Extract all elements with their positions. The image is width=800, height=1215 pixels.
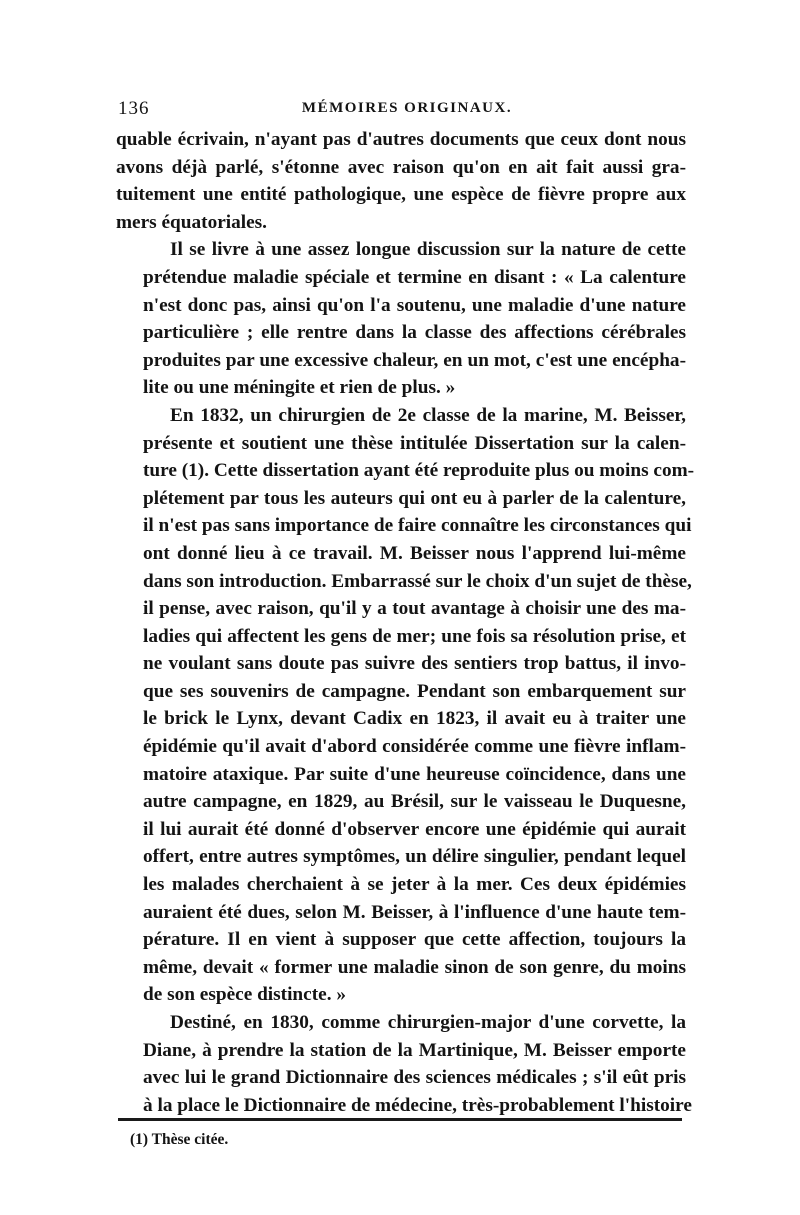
text-line: ont donné lieu à ce travail. M. Beisser nous l'apprend lui-même [143,542,686,564]
paragraph [116,126,686,236]
text-line: pérature. Il en vient à supposer que cette affection, toujours la [143,929,686,951]
text-line: Diane, à prendre la station de la Martinique, M. Beisser emporte [143,1039,686,1061]
paragraph [116,1009,692,1119]
text-line: le brick le Lynx, devant Cadix en 1823, il avait eu à traiter une [143,708,686,730]
text-line: ne voulant sans doute pas suivre des sentiers trop battus, il invo- [143,653,686,675]
text-line: il n'est pas sans importance de faire connaître les circonstances qui [143,515,692,537]
text-line: les malades cherchaient à se jeter à la mer. Ces deux épidémies [143,874,686,896]
text-line: il lui aurait été donné d'observer encore une épidémie qui aurait [143,818,686,840]
text-line: ture (1). Cette dissertation ayant été reproduite plus ou moins com- [143,460,695,482]
text-line: offert, entre autres symptômes, un délire singulier, pendant lequel [143,846,686,868]
text-line: lite ou une méningite et rien de plus. » [143,377,456,399]
text-line: avons déjà parlé, s'étonne avec raison qu'on en ait fait aussi gra- [116,156,686,178]
text-line: il pense, avec raison, qu'il y a tout avantage à choisir une des ma- [143,598,686,620]
text-line: autre campagne, en 1829, au Brésil, sur le vaisseau le Duquesne, [143,791,686,813]
text-line: même, devait « former une maladie sinon de son genre, du moins [143,956,686,978]
footnote-rule [118,1118,682,1121]
text-line: tuitement une entité pathologique, une espèce de fièvre propre aux [116,184,686,206]
body-text [116,126,695,1119]
text-line: matoire ataxique. Par suite d'une heureuse coïncidence, dans une [143,763,686,785]
page-number: 136 [118,98,150,119]
paragraph [116,236,686,402]
text-line: plétement par tous les auteurs qui ont eu à parler de la calenture, [143,487,686,509]
text-line: Destiné, en 1830, comme chirurgien-major d'une corvette, la [170,1012,686,1033]
page-header [118,98,686,124]
text-line: de son espèce distincte. » [143,984,346,1006]
footnote: (1) Thèse citée. [130,1131,229,1148]
text-line: n'est donc pas, ainsi qu'on l'a soutenu, une maladie d'une nature [143,294,686,316]
text-line: avec lui le grand Dictionnaire des sciences médicales ; s'il eût pris [143,1067,686,1089]
text-line: présente et soutient une thèse intitulée Dissertation sur la calen- [143,432,686,454]
text-line: En 1832, un chirurgien de 2e classe de la marine, M. Beisser, [170,404,686,426]
text-line: auraient été dues, selon M. Beisser, à l'influence d'une haute tem- [143,901,686,923]
text-line: épidémie qu'il avait d'abord considérée comme une fièvre inflam- [143,736,686,758]
text-line: que ses souvenirs de campagne. Pendant son embarquement sur [143,680,686,702]
text-line: quable écrivain, n'ayant pas d'autres documents que ceux dont nous [116,129,686,150]
text-line: mers équatoriales. [116,211,268,233]
running-head: MÉMOIRES ORIGINAUX. [301,100,513,116]
text-line: à la place le Dictionnaire de médecine, très-probablement l'histoire [143,1094,692,1116]
paragraph [116,402,695,1009]
text-line: ladies qui affectent les gens de mer; une fois sa résolution prise, et [143,625,686,647]
text-line: Il se livre à une assez longue discussion sur la nature de cette [170,239,686,261]
text-line: prétendue maladie spéciale et termine en disant : « La calenture [143,266,686,288]
text-line: produites par une excessive chaleur, en un mot, c'est une encépha- [143,349,686,371]
text-line: particulière ; elle rentre dans la classe des affections cérébrales [143,322,686,344]
text-line: dans son introduction. Embarrassé sur le choix d'un sujet de thèse, [143,570,692,592]
